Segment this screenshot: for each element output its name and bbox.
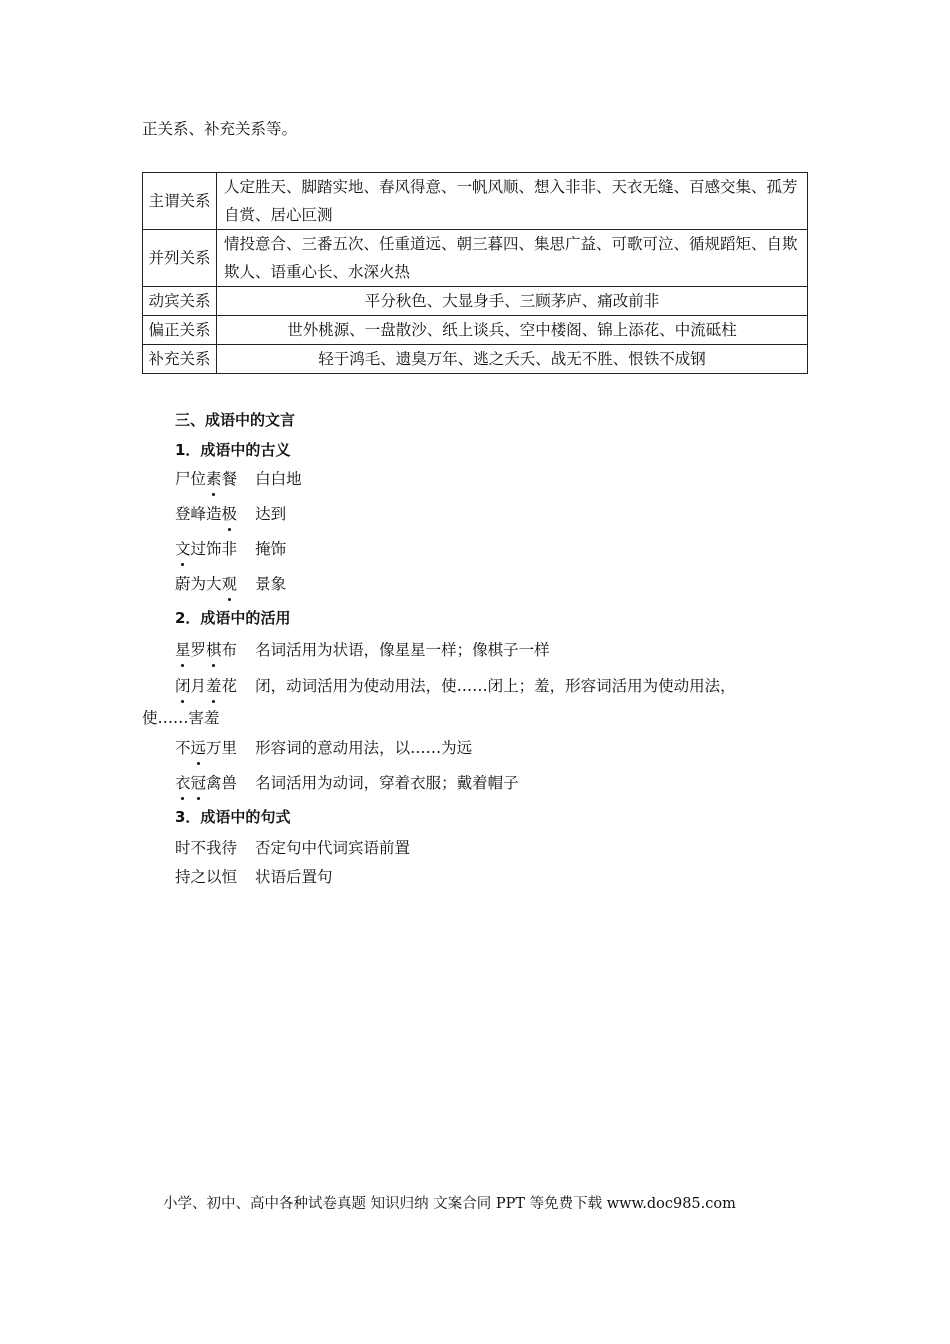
page-footer: 小学、初中、高中各种试卷真题 知识归纳 文案合同 PPT 等免费下载 www.doc985.com — [163, 1196, 736, 1212]
subsection-heading: 3．成语中的句式 — [175, 808, 291, 826]
idiom: 尸位素餐 — [175, 470, 237, 488]
list-item — [175, 674, 736, 696]
table-category: 偏正关系 — [143, 316, 217, 345]
idiom-meaning: 闭，动词活用为使动用法，使……闭上；羞，形容词活用为使动用法， — [255, 677, 736, 695]
table-row — [143, 345, 808, 374]
idiom-meaning: 达到 — [255, 505, 287, 523]
list-item — [175, 736, 472, 758]
idiom: 星罗棋布 — [175, 641, 237, 659]
table-category: 主谓关系 — [143, 173, 217, 230]
list-item-continuation: 使……害羞 — [142, 709, 220, 727]
idiom-meaning: 形容词的意动用法，以……为远 — [255, 739, 473, 757]
section-heading: 三、成语中的文言 — [175, 411, 296, 429]
table-cell: 人定胜天、脚踏实地、春风得意、一帆风顺、想入非非、天衣无缝、百感交集、孤芳自赏、居心叵测 — [217, 173, 808, 230]
idiom-structure-table — [142, 172, 808, 374]
table-category: 动宾关系 — [143, 287, 217, 316]
list-item — [175, 836, 410, 858]
idiom: 不远万里 — [175, 739, 237, 757]
table-category: 补充关系 — [143, 345, 217, 374]
list-item — [175, 537, 286, 559]
table-row — [143, 287, 808, 316]
table-row — [143, 316, 808, 345]
subsection-heading: 2．成语中的活用 — [175, 609, 291, 627]
list-item — [175, 865, 333, 887]
table-category: 并列关系 — [143, 230, 217, 287]
idiom: 闭月羞花 — [175, 677, 237, 695]
idiom: 登峰造极 — [175, 505, 237, 523]
list-item — [175, 638, 550, 660]
list-item — [175, 572, 286, 594]
idiom-meaning: 景象 — [255, 575, 287, 593]
idiom-meaning: 白白地 — [255, 470, 302, 488]
idiom: 蔚为大观 — [175, 575, 237, 593]
idiom: 文过饰非 — [175, 540, 237, 558]
idiom-meaning: 状语后置句 — [255, 868, 333, 886]
idiom-meaning: 否定句中代词宾语前置 — [255, 839, 411, 857]
table-cell: 平分秋色、大显身手、三顾茅庐、痛改前非 — [217, 287, 808, 316]
idiom-meaning: 掩饰 — [255, 540, 287, 558]
idiom: 衣冠禽兽 — [175, 774, 237, 792]
list-item — [175, 467, 302, 489]
list-item — [175, 502, 286, 524]
table-cell: 轻于鸿毛、遗臭万年、逃之夭夭、战无不胜、恨铁不成钢 — [217, 345, 808, 374]
idiom: 持之以恒 — [175, 868, 238, 886]
idiom-meaning: 名词活用为动词，穿着衣服；戴着帽子 — [255, 774, 519, 792]
subsection-heading: 1．成语中的古义 — [175, 441, 291, 459]
idiom-meaning: 名词活用为状语，像星星一样；像棋子一样 — [255, 641, 550, 659]
intro-text: 正关系、补充关系等。 — [142, 120, 298, 138]
idiom: 时不我待 — [175, 839, 238, 857]
table-cell: 世外桃源、一盘散沙、纸上谈兵、空中楼阁、锦上添花、中流砥柱 — [217, 316, 808, 345]
table-cell: 情投意合、三番五次、任重道远、朝三暮四、集思广益、可歌可泣、循规蹈矩、自欺欺人、语重心长、水深火热 — [217, 230, 808, 287]
table-row — [143, 173, 808, 230]
table-row — [143, 230, 808, 287]
list-item — [175, 771, 519, 793]
